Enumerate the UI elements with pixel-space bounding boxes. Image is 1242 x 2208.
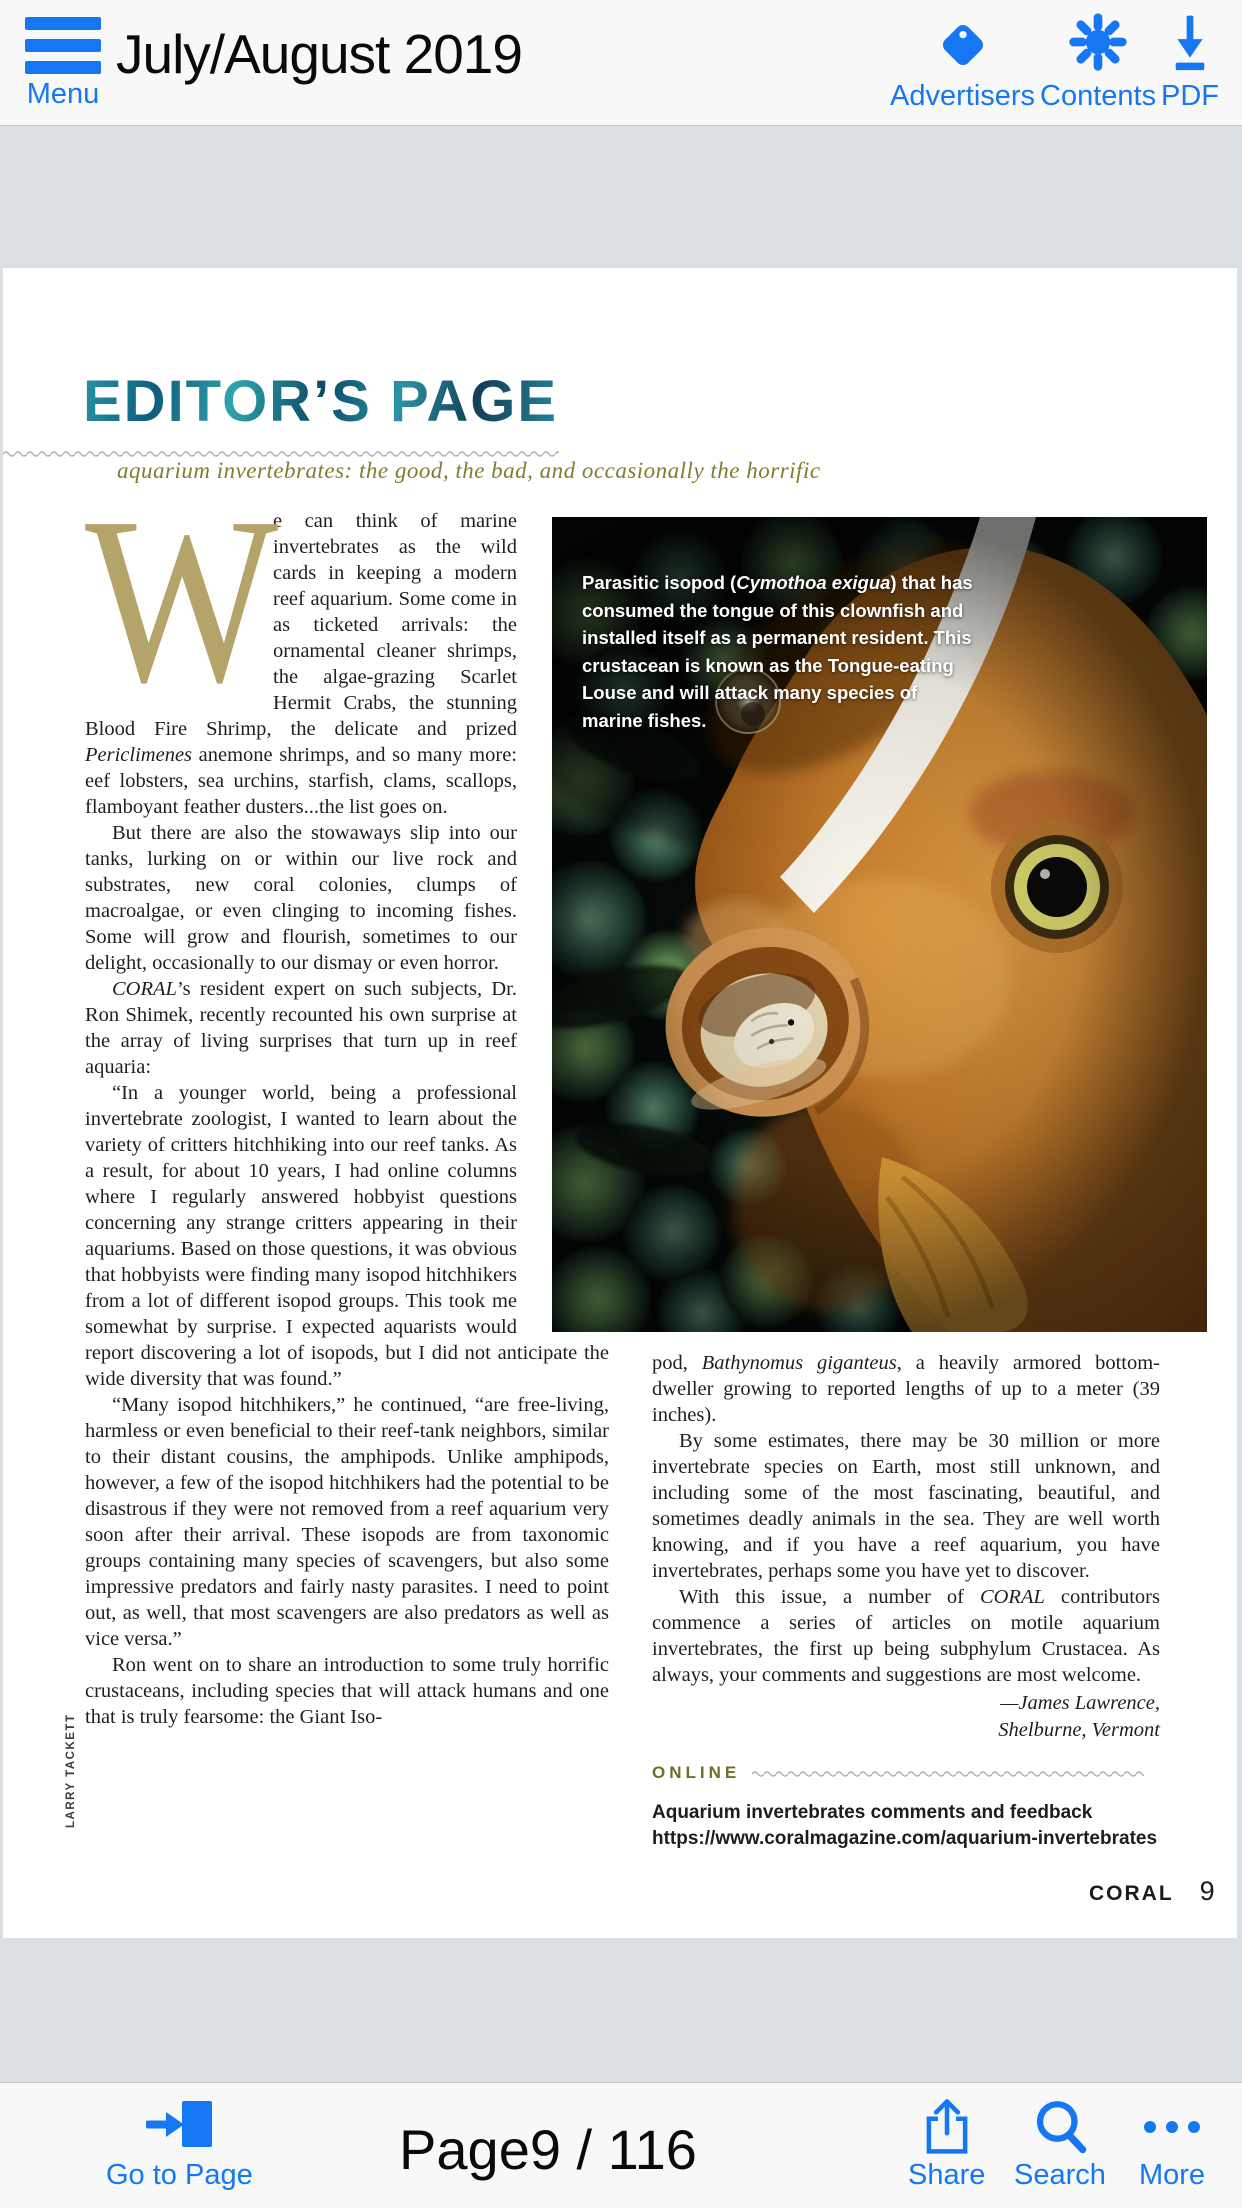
- online-label: ONLINE: [652, 1763, 741, 1782]
- page-indicator: Page9 / 116: [399, 2118, 697, 2181]
- footer-brand: CORAL: [1089, 1882, 1174, 1905]
- paragraph: “Many isopod hitchhikers,” he continued, “are free-living, harmless or even beneficial to their reef-tank neighbors, similar to their distant cousins, the amphipods. Unlike amphipods, however, a few of the isopod hitchhikers had the potential to be disastrous if they were not removed from a reef aquarium very soon after their arrival. These isopods are from taxonomic groups containing many species of scavengers, but also some impressive predators and fairly nasty parasites. I need to point out, as well, that most scavengers are also predators as well as vice versa.”: [85, 1394, 609, 1650]
- pdf-download-icon: [1158, 14, 1222, 76]
- share-icon: [915, 2097, 979, 2155]
- online-wavy-rule: [752, 1768, 1144, 1778]
- article-left-column: [85, 469, 609, 1730]
- paragraph: Ron went on to share an introduction to some truly horrific crustaceans, including species that will attack humans and one that is truly fearsome: the Giant Iso-: [85, 1654, 609, 1728]
- issue-title: July/August 2019: [116, 23, 522, 85]
- contents-asterisk-icon: [1063, 8, 1133, 76]
- bottom-toolbar: [0, 2082, 1242, 2208]
- online-box: [652, 1760, 1160, 1852]
- goto-page-button[interactable]: [106, 2097, 253, 2190]
- online-feedback-text: Aquarium invertebrates comments and feedback: [652, 1802, 1093, 1823]
- share-label: Share: [908, 2159, 986, 2191]
- right-column-paragraphs: [652, 1350, 1160, 1688]
- paragraph: “In a younger world, being a professional invertebrate zoologist, I wanted to learn about the variety of critters hitchhiking into our reef tanks. As a result, for about 10 years, I had online columns where I regularly answered hobbyist questions concerning any strange critters appearing in their aquariums. Based on those questions, it was obvious that hobbyists were finding many isopod hitchhikers from a lot of different isopod groups. This took me somewhat by surprise. I expected aquarists would report discovering a lot of isopods, but I did not anticipate the wide diversity that was found.”: [85, 1082, 609, 1390]
- photo-caption: Parasitic isopod (Cymothoa exigua) that has consumed the tongue of this clownfish and installed itself as a permanent resident. This crustacean is known as the Tongue-eating Louse and will attack many species of marine fishes.: [582, 572, 973, 731]
- tag-icon: [930, 14, 996, 76]
- goto-page-icon: [144, 2097, 214, 2155]
- contents-button[interactable]: [1040, 8, 1156, 111]
- search-label: Search: [1014, 2159, 1106, 2191]
- more-button[interactable]: [1138, 2097, 1206, 2190]
- page-footer: [1089, 1876, 1215, 1907]
- menu-icon: [24, 16, 102, 74]
- paragraph: With this issue, a number of CORAL contributors commence a series of articles on motile aquarium invertebrates, the first up being subphylum Crustacea. As always, your comments and suggestions are most welcome.: [652, 1586, 1160, 1686]
- more-label: More: [1138, 2159, 1206, 2191]
- search-icon: [1028, 2097, 1092, 2155]
- pdf-button[interactable]: [1158, 14, 1222, 111]
- drop-cap: W: [85, 469, 279, 732]
- article-subtitle: aquarium invertebrates: the good, the bad, and occasionally the horrific: [117, 458, 821, 483]
- top-toolbar: [0, 0, 1242, 126]
- footer-page-number: 9: [1199, 1876, 1215, 1906]
- paragraph: pod, Bathynomus giganteus, a heavily armored bottom-dweller growing to reported lengths of up to a meter (39 inches).: [652, 1352, 1161, 1426]
- signature-place: Shelburne, Vermont: [998, 1719, 1160, 1741]
- section-title: EDITOR’S PAGE: [83, 369, 559, 434]
- pdf-label: PDF: [1161, 80, 1219, 112]
- goto-page-label: Go to Page: [106, 2159, 253, 2191]
- paragraph: e can think of marine invertebrates as the wild cards in keeping a modern reef aquarium. Some come in as ticketed arrivals: the ornamental cleaner shrimps, the algae-grazing Scarlet Hermit Crabs, the stunning Blood Fire Shrimp, the delicate and prized Periclimenes anemone shrimps, and so many more: eef lobsters, sea urchins, starfish, clams, scallops, flamboyant feather dusters...the list goes on.: [85, 510, 517, 818]
- advertisers-button[interactable]: [890, 14, 1035, 111]
- wavy-rule: [3, 448, 559, 458]
- paragraph: But there are also the stowaways slip into our tanks, lurking on or within our live rock and substrates, new coral colonies, clumps of macroalgae, or even clinging to incoming fishes. Some will grow and flourish, sometimes to our delight, occasionally to our dismay or even horror.: [85, 822, 517, 974]
- article-right-column: [652, 1350, 1160, 1852]
- menu-button[interactable]: [24, 16, 102, 109]
- advertisers-label: Advertisers: [890, 80, 1036, 112]
- author-signature: [652, 1690, 1160, 1744]
- online-url-text: https://www.coralmagazine.com/aquarium-invertebrates: [652, 1828, 1158, 1849]
- more-dots-icon: [1138, 2097, 1206, 2155]
- contents-label: Contents: [1040, 80, 1157, 112]
- menu-label: Menu: [26, 78, 100, 110]
- share-button[interactable]: [908, 2097, 985, 2190]
- signature-name: —James Lawrence,: [1000, 1692, 1160, 1714]
- paragraph: By some estimates, there may be 30 million or more invertebrate species on Earth, most still unknown, and including some of the most fascinating, beautiful, and sometimes deadly animals in the sea. They are well worth knowing, and if you have a reef aquarium, you have invertebrates, perhaps some you have yet to discover.: [652, 1430, 1160, 1582]
- magazine-page: [3, 268, 1237, 1938]
- paragraph: CORAL’s resident expert on such subjects, Dr. Ron Shimek, recently recounted his own surprise at the array of living surprises that turn up in reef aquaria:: [85, 978, 517, 1078]
- clownfish-photo: [552, 517, 1207, 1332]
- photo-credit: LARRY TACKETT: [65, 1713, 77, 1828]
- search-button[interactable]: [1014, 2097, 1106, 2190]
